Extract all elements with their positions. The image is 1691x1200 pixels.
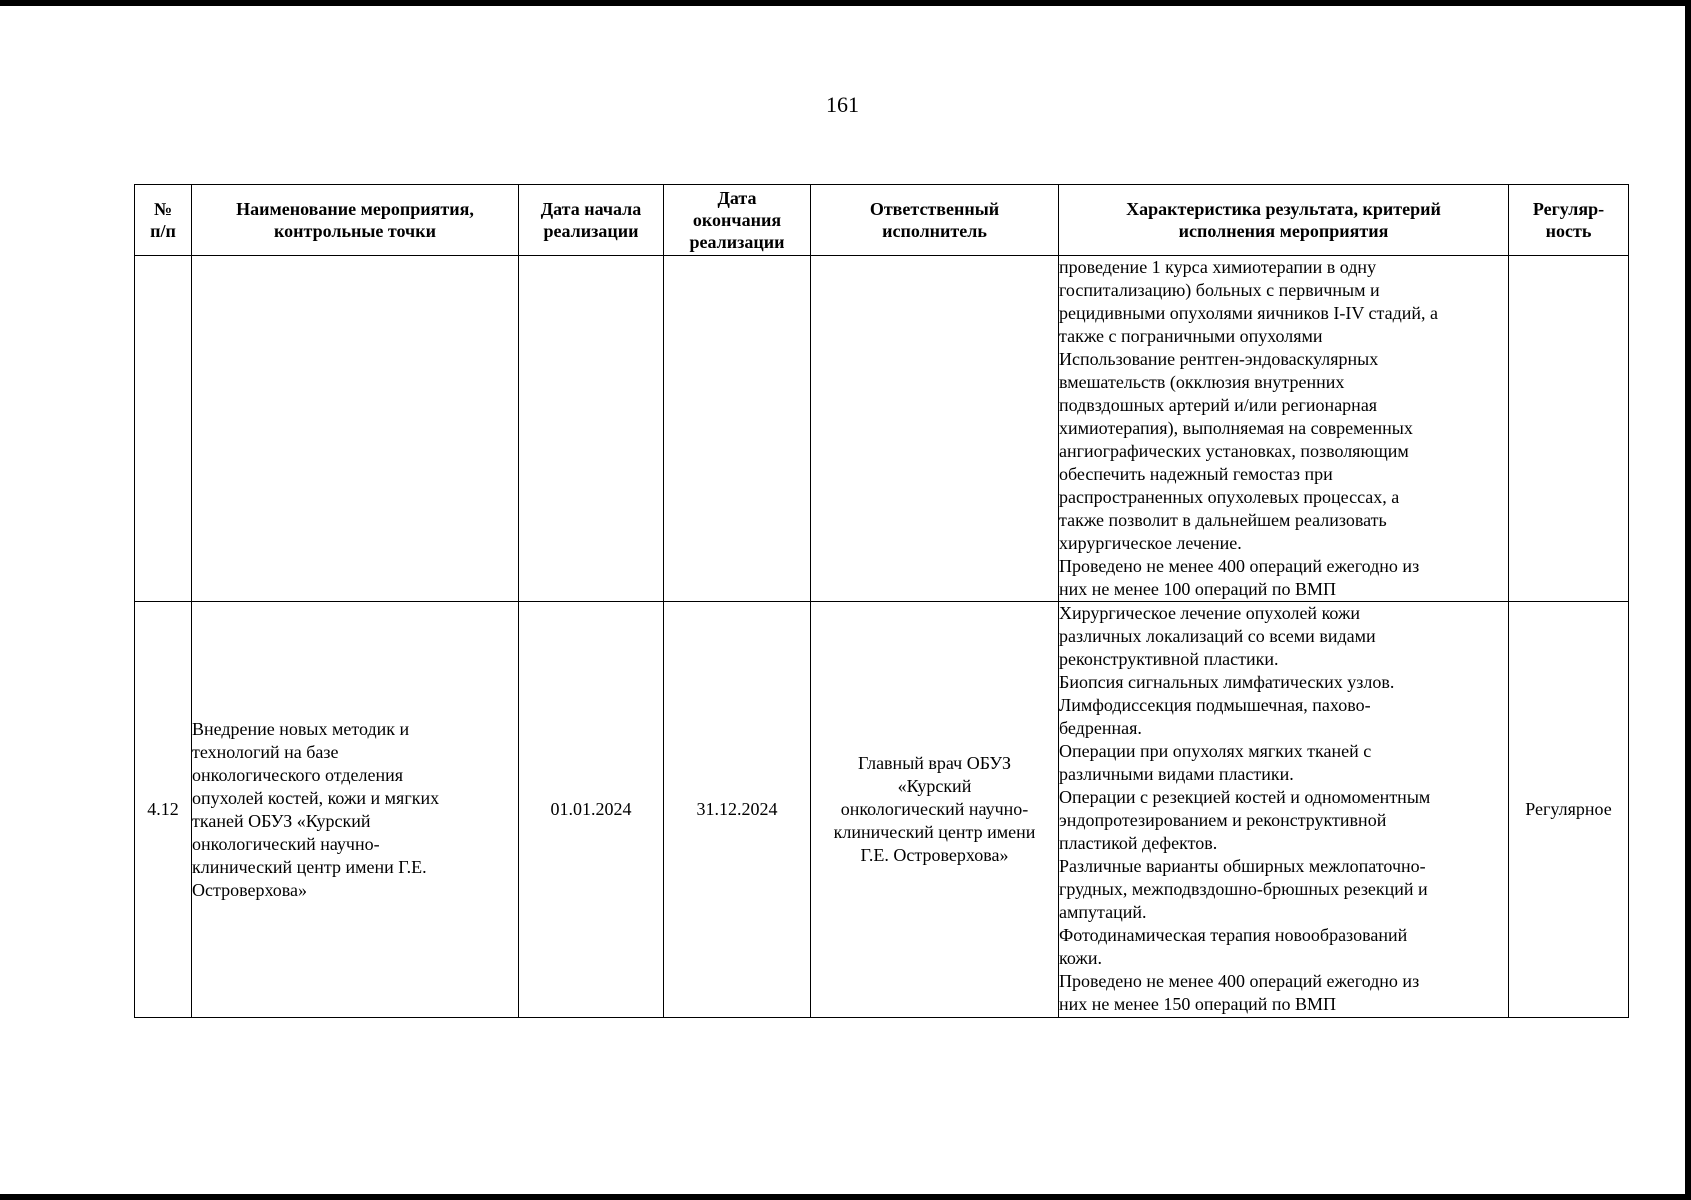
header-end-date: Дата окончания реализации xyxy=(664,185,811,256)
page-number: 161 xyxy=(826,92,859,117)
row-regularity: Регулярное xyxy=(1509,602,1629,1018)
row-result: Хирургическое лечение опухолей кожи различных локализаций со всеми видами реконструктивной пластики. Биопсия сигнальных лимфатических узлов. Лимфодиссекция подмышечная, пахово- бедренная. Операции при опухолях мягких тканей с различными видами пластики. Операции с резекцией костей и одномоментным эндопротезированием и реконструктивной пластикой дефектов. Различные варианты обширных межлопаточно- грудных, межподвздошно-брюшных резекций и ампутаций. Фотодинамическая терапия новообразований кожи. Проведено не менее 400 операций ежегодно из них не менее 150 операций по ВМП xyxy=(1059,602,1509,1018)
row-start-date: 01.01.2024 xyxy=(519,602,664,1018)
row-name xyxy=(192,256,519,602)
header-name: Наименование мероприятия, контрольные точки xyxy=(192,185,519,256)
row-responsible xyxy=(811,256,1059,602)
measures-table xyxy=(134,184,1629,1018)
header-result: Характеристика результата, критерий исполнения мероприятия xyxy=(1059,185,1509,256)
document-page xyxy=(0,6,1685,1194)
table-row xyxy=(135,602,1629,1018)
row-num xyxy=(135,256,192,602)
row-end-date xyxy=(664,256,811,602)
row-num: 4.12 xyxy=(135,602,192,1018)
table-row xyxy=(135,256,1629,602)
row-start-date xyxy=(519,256,664,602)
table-header-row xyxy=(135,185,1629,256)
header-regularity: Регуляр- ность xyxy=(1509,185,1629,256)
row-result: проведение 1 курса химиотерапии в одну госпитализацию) больных с первичным и рецидивными опухолями яичников I-IV стадий, а также с пограничными опухолями Использование рентген-эндоваскулярных вмешательств (окклюзия внутренних подвздошных артерий и/или регионарная химиотерапия), выполняемая на современных ангиографических установках, позволяющим обеспечить надежный гемостаз при распространенных опухолевых процессах, а также позволит в дальнейшем реализовать хирургическое лечение. Проведено не менее 400 операций ежегодно из них не менее 100 операций по ВМП xyxy=(1059,256,1509,602)
row-regularity xyxy=(1509,256,1629,602)
header-responsible: Ответственный исполнитель xyxy=(811,185,1059,256)
header-num: № п/п xyxy=(135,185,192,256)
row-end-date: 31.12.2024 xyxy=(664,602,811,1018)
row-name: Внедрение новых методик и технологий на базе онкологического отделения опухолей костей, кожи и мягких тканей ОБУЗ «Курский онкологический научно- клинический центр имени Г.Е. Островерхова» xyxy=(192,602,519,1018)
row-responsible: Главный врач ОБУЗ «Курский онкологический научно- клинический центр имени Г.Е. Островерхова» xyxy=(811,602,1059,1018)
header-start-date: Дата начала реализации xyxy=(519,185,664,256)
